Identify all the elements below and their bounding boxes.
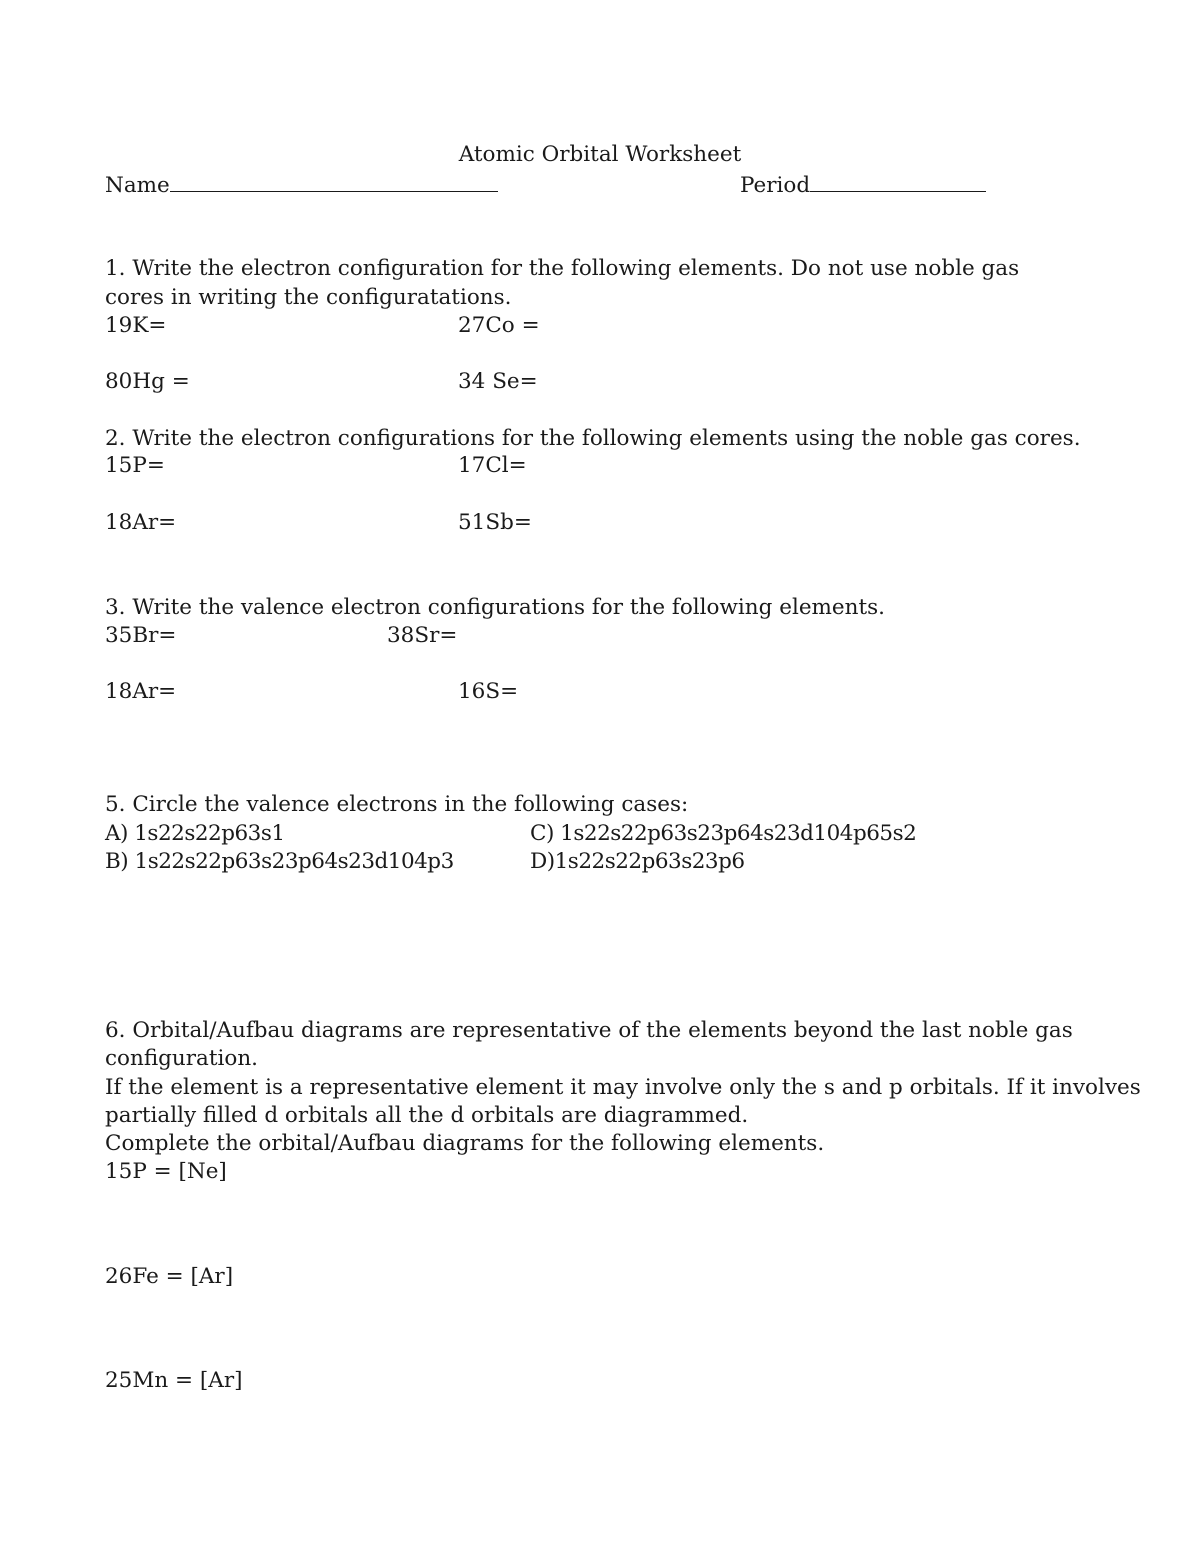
q1-item-hg: 80Hg =: [105, 369, 190, 394]
q3-item-br: 35Br=: [105, 623, 177, 648]
q3-item-sr: 38Sr=: [387, 623, 458, 648]
worksheet-title: Atomic Orbital Worksheet: [458, 142, 742, 167]
q6-instruction-line1: 6. Orbital/Aufbau diagrams are representative of the elements beyond the last noble gas: [105, 1018, 1073, 1043]
q5-option-d[interactable]: D)1s22s22p63s23p6: [530, 849, 745, 874]
q6-item-p: 15P = [Ne]: [105, 1159, 227, 1184]
period-blank-line[interactable]: [810, 169, 986, 192]
period-field-row: [740, 169, 986, 200]
q5-instruction: 5. Circle the valence electrons in the following cases:: [105, 792, 689, 817]
q2-item-p: 15P=: [105, 453, 165, 478]
q3-instruction: 3. Write the valence electron configurations for the following elements.: [105, 595, 886, 620]
q6-item-mn: 25Mn = [Ar]: [105, 1368, 243, 1393]
q6-instruction-line3: If the element is a representative element it may involve only the s and p orbitals. If it involves: [105, 1075, 1141, 1100]
q6-instruction-line5: Complete the orbital/Aufbau diagrams for the following elements.: [105, 1131, 825, 1156]
q1-instruction-line1: 1. Write the electron configuration for the following elements. Do not use noble gas: [105, 256, 1020, 281]
q2-item-ar: 18Ar=: [105, 510, 177, 535]
q6-item-fe: 26Fe = [Ar]: [105, 1264, 234, 1289]
q5-option-a[interactable]: A) 1s22s22p63s1: [105, 821, 285, 846]
name-blank-line[interactable]: [170, 169, 498, 192]
q2-instruction: 2. Write the electron configurations for the following elements using the noble gas cores.: [105, 426, 1081, 451]
q6-instruction-line4: partially filled d orbitals all the d orbitals are diagrammed.: [105, 1103, 749, 1128]
q2-item-cl: 17Cl=: [458, 453, 527, 478]
q1-item-se: 34 Se=: [458, 369, 538, 394]
name-label: Name: [105, 173, 170, 198]
q2-item-sb: 51Sb=: [458, 510, 532, 535]
period-label: Period: [740, 173, 811, 198]
q1-item-k: 19K=: [105, 313, 167, 338]
name-field-row: [105, 169, 498, 200]
q5-option-c[interactable]: C) 1s22s22p63s23p64s23d104p65s2: [530, 821, 917, 846]
q3-item-ar: 18Ar=: [105, 679, 177, 704]
q6-instruction-line2: configuration.: [105, 1046, 259, 1071]
q1-item-co: 27Co =: [458, 313, 540, 338]
q5-option-b[interactable]: B) 1s22s22p63s23p64s23d104p3: [105, 849, 454, 874]
q3-item-s: 16S=: [458, 679, 519, 704]
q1-instruction-line2: cores in writing the configuratations.: [105, 285, 512, 310]
